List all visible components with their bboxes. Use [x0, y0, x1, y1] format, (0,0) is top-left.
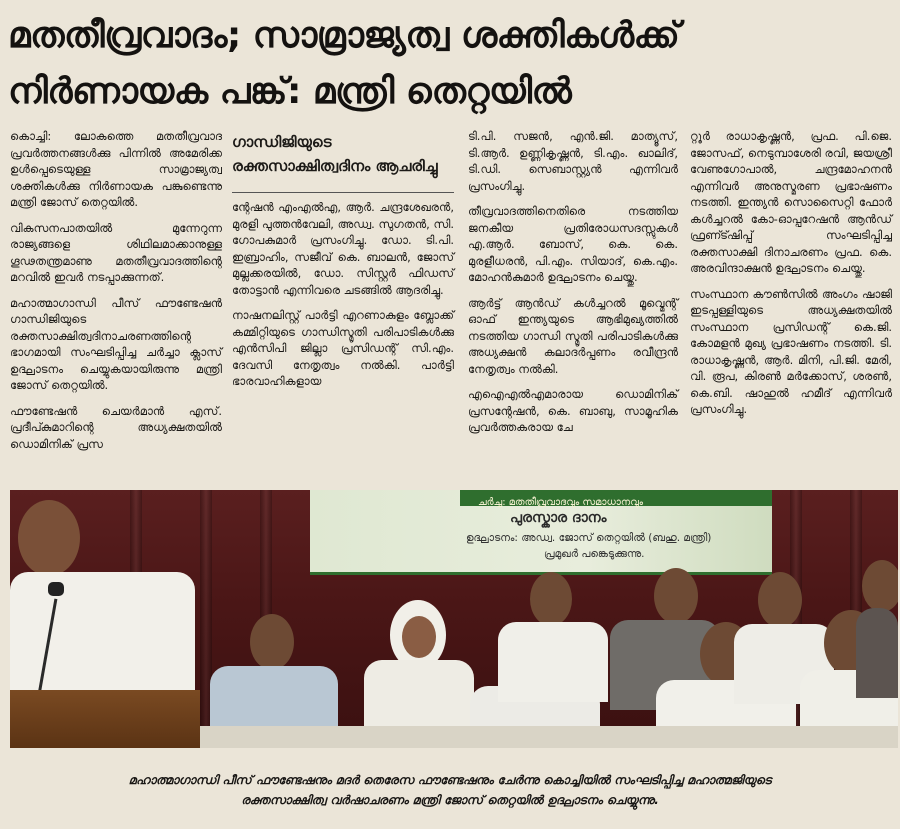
- speaker-head: [18, 500, 80, 576]
- banner-line: പ്രമുഖർ പങ്കെടുക്കുന്നു.: [544, 548, 645, 560]
- headline: [8, 8, 892, 120]
- guest-head: [654, 568, 698, 624]
- divider: [232, 192, 454, 193]
- paragraph: എഐഎൽഎമാരായ ഡൊമിനിക് പ്രസന്റേഷൻ, കെ. ബാബു, സാമൂഹിക പ്രവർത്തകരായ ചേ: [468, 387, 678, 434]
- paragraph: റ്റൂർ രാധാകൃഷ്ണൻ, പ്രഫ. പി.ജെ. ജോസഫ്, നെടുമ്പാശേരി രവി, ജയശ്രീ വേണുഗോപാൽ, ചന്ദ്രമോഹനൻ എന്നിവർ അനുസ്മരണ പ്രഭാഷണം നടത്തി. ഇന്ത്യൻ സൊസൈറ്റി ഫോർ കൾച്ചറൽ കോ-ഓപ്പറേഷൻ ആൻഡ് ഫ്രണ്ട്ഷിപ്പ് സംഘടിപ്പിച്ച രക്തസാക്ഷി ദിനാചരണം പ്രഫ. കെ. അരവിന്ദാക്ഷൻ ഉദ്ഘാടനം ചെയ്തു.: [690, 129, 892, 275]
- paragraph: മഹാത്മാഗാന്ധി പീസ് ഫൗണ്ടേഷൻ ഗാന്ധിജിയുടെ രക്തസാക്ഷിത്വദിനാചരണത്തിന്റെ ഭാഗമായി സംഘടിപ്പിച്ച ചർച്ചാ ക്ലാസ് ഉദ്ഘാടനം ചെയ്യുകയായിരുന്നു മന്ത്രി ജോസ് തെറ്റയിൽ.: [10, 295, 222, 392]
- article-column-3: [468, 128, 678, 445]
- paragraph: വികസനപാതയിൽ മുന്നേറുന്ന രാജ്യങ്ങളെ ശിഥിലമാക്കാനുള്ള ഗൂഢതന്ത്രമാണു മതതീവ്രവാദത്തിന്റെ മറവിൽ ഇവർ നടപ്പാക്കുന്നത്.: [10, 220, 222, 284]
- podium: [10, 690, 200, 748]
- headline-line-2: നിർണായക പങ്ക്: മന്ത്രി തെറ്റയിൽ: [8, 71, 572, 112]
- sub-headline: ഗാന്ധിജിയുടെ രക്തസാക്ഷിത്വദിനം ആചരിച്ചു: [232, 133, 438, 175]
- banner-line: ഉദ്ഘാടനം: അഡ്വ. ജോസ് തെറ്റയിൽ (ബഹു. മന്ത്രി): [466, 532, 712, 544]
- paragraph: ന്റേഷൻ എംഎൽഎ, ആർ. ചന്ദ്രശേഖരൻ, മുരളി പുത്തൻവേലി, അഡ്വ. സുഗതൻ, സി. ഗോപകുമാർ പ്രസംഗിച്ചു. ഡോ. ടി.പി. ഇബ്രാഹിം, സജീവ് കെ. ബാലൻ, ജോസ് മുല്ലക്കരയിൽ, ഡോ. സിസ്റ്റർ ഫിഡസ് തോട്ടാൻ എന്നിവരെ ചടങ്ങിൽ ആദരിച്ചു.: [232, 200, 454, 297]
- paragraph: തീവ്രവാദത്തിനെതിരെ നടത്തിയ ജനകീയ പ്രതിരോധസദസ്സുകൾ എ.ആർ. ബോസ്, കെ. കെ. മുരളീധരൻ, പി.എം. സിയാദ്, കെ.എം. മോഹൻകുമാർ ഉദ്ഘാടനം ചെയ്തു.: [468, 204, 678, 284]
- paragraph: കൊച്ചി: ലോകത്തെ മതതീവ്രവാദ പ്രവർത്തനങ്ങൾക്കു പിന്നിൽ അമേരിക്ക ഉൾപ്പെടെയുള്ള സാമ്രാജ്യത്വ ശക്തികൾക്കു നിർണായക പങ്കുണ്ടെന്നു മന്ത്രി ജോസ് തെറ്റയിൽ.: [10, 129, 222, 209]
- paragraph: ആർട്ട് ആൻഡ് കൾച്ചറൽ മൂവ്മെന്റ് ഓഫ് ഇന്ത്യയുടെ ആഭിമുഖ്യത്തിൽ നടത്തിയ ഗാന്ധി സ്മൃതി പരിപാടികൾക്കു അധ്യക്ഷൻ കലാദർപ്പണം രവീന്ദ്രൻ നേതൃത്വം നൽകി.: [468, 295, 678, 376]
- guest-head: [862, 560, 898, 612]
- paragraph: നാഷനലിസ്റ്റ് പാർട്ടി എറണാകുളം ബ്ലോക്ക് കമ്മിറ്റിയുടെ ഗാന്ധിസ്മൃതി പരിപാടികൾക്കു എൻസിപി ജില്ലാ പ്രസിഡന്റ് സി.എം. ദേവസി നേതൃത്വം നൽകി. പാർട്ടി ഭാരവാഹികളായ: [232, 308, 454, 388]
- banner-strip: [460, 490, 772, 506]
- photo-caption: [10, 770, 890, 810]
- banner-top-text: ചർച്ച: മതതീവ്രവാദവും സമാധാനവും: [478, 497, 644, 508]
- guest-face: [402, 616, 436, 658]
- banner-title: പുരസ്കാര ദാനം: [510, 510, 607, 526]
- guest-head: [530, 572, 572, 626]
- news-photo: [10, 490, 898, 748]
- caption-line-2: രക്തസാക്ഷിത്വ വർഷാചരണം മന്ത്രി ജോസ് തെറ്റയിൽ ഉദ്ഘാടനം ചെയ്യുന്നു.: [241, 793, 659, 807]
- guest-shirt: [856, 608, 898, 698]
- guest-shirt: [498, 622, 608, 702]
- caption-line-1: മഹാത്മാഗാന്ധി പീസ് ഫൗണ്ടേഷനും മദർ തെരേസ ഫൗണ്ടേഷനും ചേർന്നു കൊച്ചിയിൽ സംഘടിപ്പിച്ച മഹാത്മജിയുടെ: [128, 773, 772, 787]
- article-column-1: [10, 128, 222, 461]
- guest-head: [758, 572, 802, 628]
- article-column-4: [690, 128, 892, 427]
- event-banner: [310, 490, 772, 575]
- headline-line-1: മതതീവ്രവാദം; സാമ്രാജ്യത്വ ശക്തികൾക്ക്: [8, 15, 680, 56]
- head-table: [200, 726, 898, 748]
- paragraph: ഫൗണ്ടേഷൻ ചെയർമാൻ എസ്. പ്രദീപ്കുമാറിന്റെ അധ്യക്ഷതയിൽ ഡൊമിനിക് പ്രസ: [10, 403, 222, 451]
- paragraph: ടി.പി. സജൻ, എൻ.ജി. മാത്യൂസ്, ടി.ആർ. ഉണ്ണികൃഷ്ണൻ, ടി.എം. ഖാലിദ്, ടി.ഡി. സെബാസ്റ്റ്യൻ എന്നിവർ പ്രസംഗിച്ചു.: [468, 129, 678, 193]
- paragraph: സംസ്ഥാന കൗൺസിൽ അംഗം ഷാജി ഇടപ്പള്ളിയുടെ അധ്യക്ഷതയിൽ സംസ്ഥാന പ്രസിഡന്റ് കെ.ജി. കോമളൻ മുഖ്യ പ്രഭാഷണം നടത്തി. ടി. രാധാകൃഷ്ണൻ, ആർ. മിനി, പി.ജി. മേരി, വി. രൂപ, കിരൺ മർക്കോസ്, ശരൺ, കെ.ബി. ഷാഹുൽ ഹമീദ് എന്നിവർ പ്രസംഗിച്ചു.: [690, 286, 892, 416]
- article-column-2: [232, 128, 454, 399]
- speaker-shirt: [10, 572, 195, 702]
- microphone-icon: [48, 582, 64, 596]
- guest-head: [250, 614, 294, 670]
